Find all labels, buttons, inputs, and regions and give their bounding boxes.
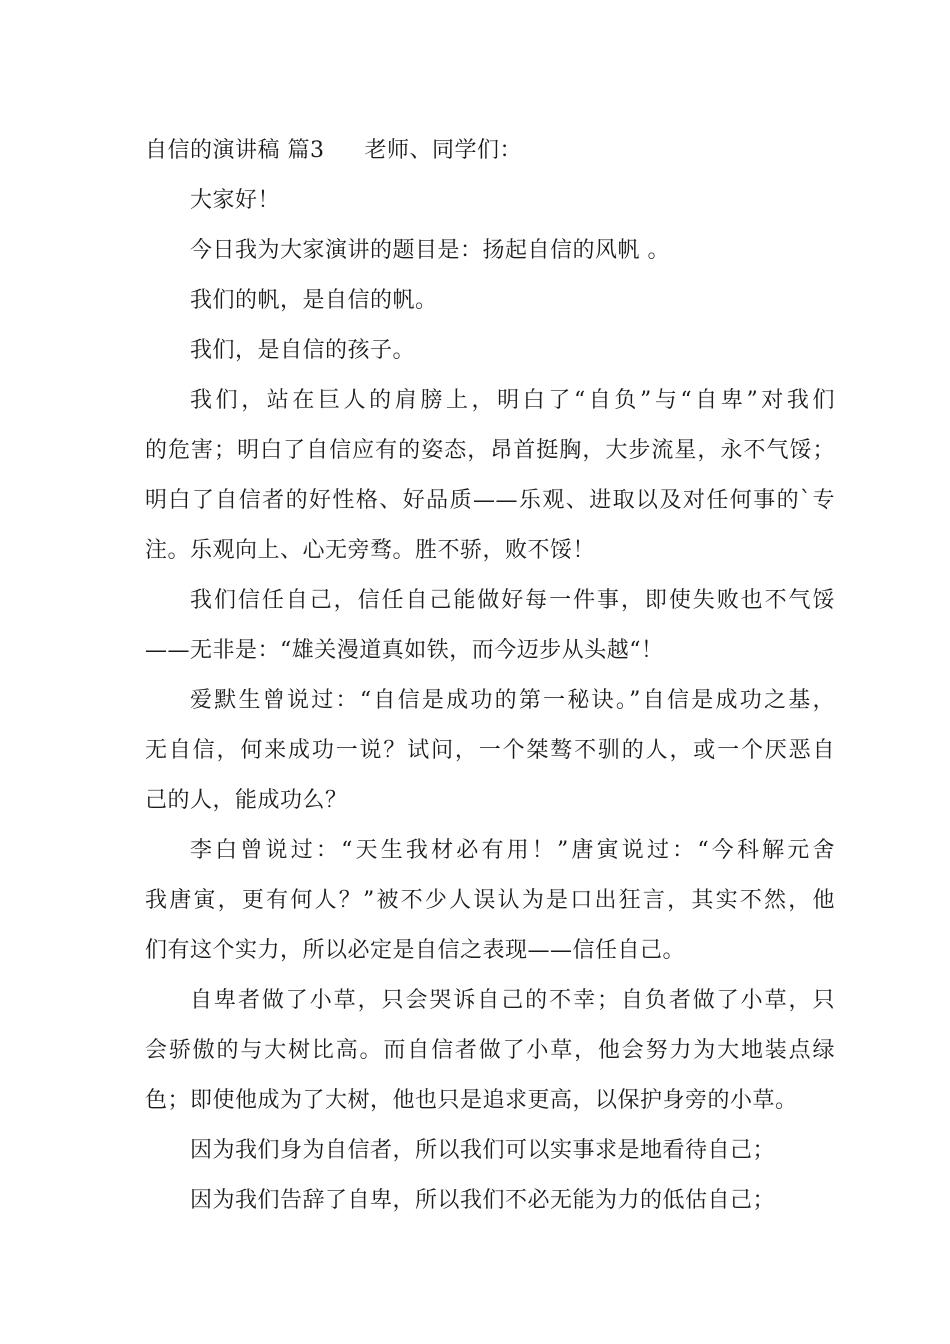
paragraph-line: 们有这个实力，所以必定是自信之表现——信任自己。	[145, 938, 686, 963]
paragraph-line: 今日我为大家演讲的题目是：扬起自信的风帆 。	[190, 238, 670, 263]
paragraph-line: 无自信，何来成功一说？试问，一个桀骜不驯的人，或一个厌恶自	[145, 738, 835, 763]
paragraph-line: 明白了自信者的好性格、好品质——乐观、进取以及对任何事的`专	[145, 488, 835, 513]
paragraph-line: 李白曾说过：“天生我材必有用！”唐寅说过：“今科解元舍	[190, 838, 835, 863]
paragraph-line: 爱默生曾说过：“自信是成功的第一秘诀。”自信是成功之基，	[190, 688, 835, 713]
paragraph-line: 我们信任自己，信任自己能做好每一件事，即使失败也不气馁	[190, 588, 835, 613]
paragraph-line: 我们，站在巨人的肩膀上，明白了“自负”与“自卑”对我们	[190, 388, 835, 413]
paragraph-line: 注。乐观向上、心无旁骛。胜不骄，败不馁！	[145, 538, 596, 563]
paragraph-line: 因为我们身为自信者，所以我们可以实事求是地看待自己；	[190, 1138, 776, 1163]
paragraph-line: 因为我们告辞了自卑，所以我们不必无能为力的低估自己；	[190, 1188, 776, 1213]
paragraph-line: 我们的帆，是自信的帆。	[190, 288, 438, 313]
paragraph-line: 色；即使他成为了大树，他也只是追求更高，以保护身旁的小草。	[145, 1088, 798, 1113]
paragraph-line: 自卑者做了小草，只会哭诉自己的不幸；自负者做了小草，只	[190, 988, 835, 1013]
document-title: 自信的演讲稿 篇3	[145, 138, 325, 163]
paragraph-line: 的危害；明白了自信应有的姿态，昂首挺胸，大步流星，永不气馁；	[145, 438, 835, 463]
salutation: 老师、同学们：	[364, 138, 523, 163]
document-body	[145, 126, 835, 1226]
title-line	[145, 126, 835, 176]
paragraph-line: ——无非是：“雄关漫道真如铁，而今迈步从头越“！	[145, 638, 664, 663]
paragraph-line: 己的人，能成功么？	[145, 788, 348, 813]
paragraph-line: 我们，是自信的孩子。	[190, 338, 416, 363]
paragraph-line: 我唐寅，更有何人？”被不少人误认为是口出狂言，其实不然，他	[145, 888, 835, 913]
paragraph-line: 大家好！	[190, 188, 281, 213]
paragraph-line: 会骄傲的与大树比高。而自信者做了小草，他会努力为大地装点绿	[145, 1038, 835, 1063]
